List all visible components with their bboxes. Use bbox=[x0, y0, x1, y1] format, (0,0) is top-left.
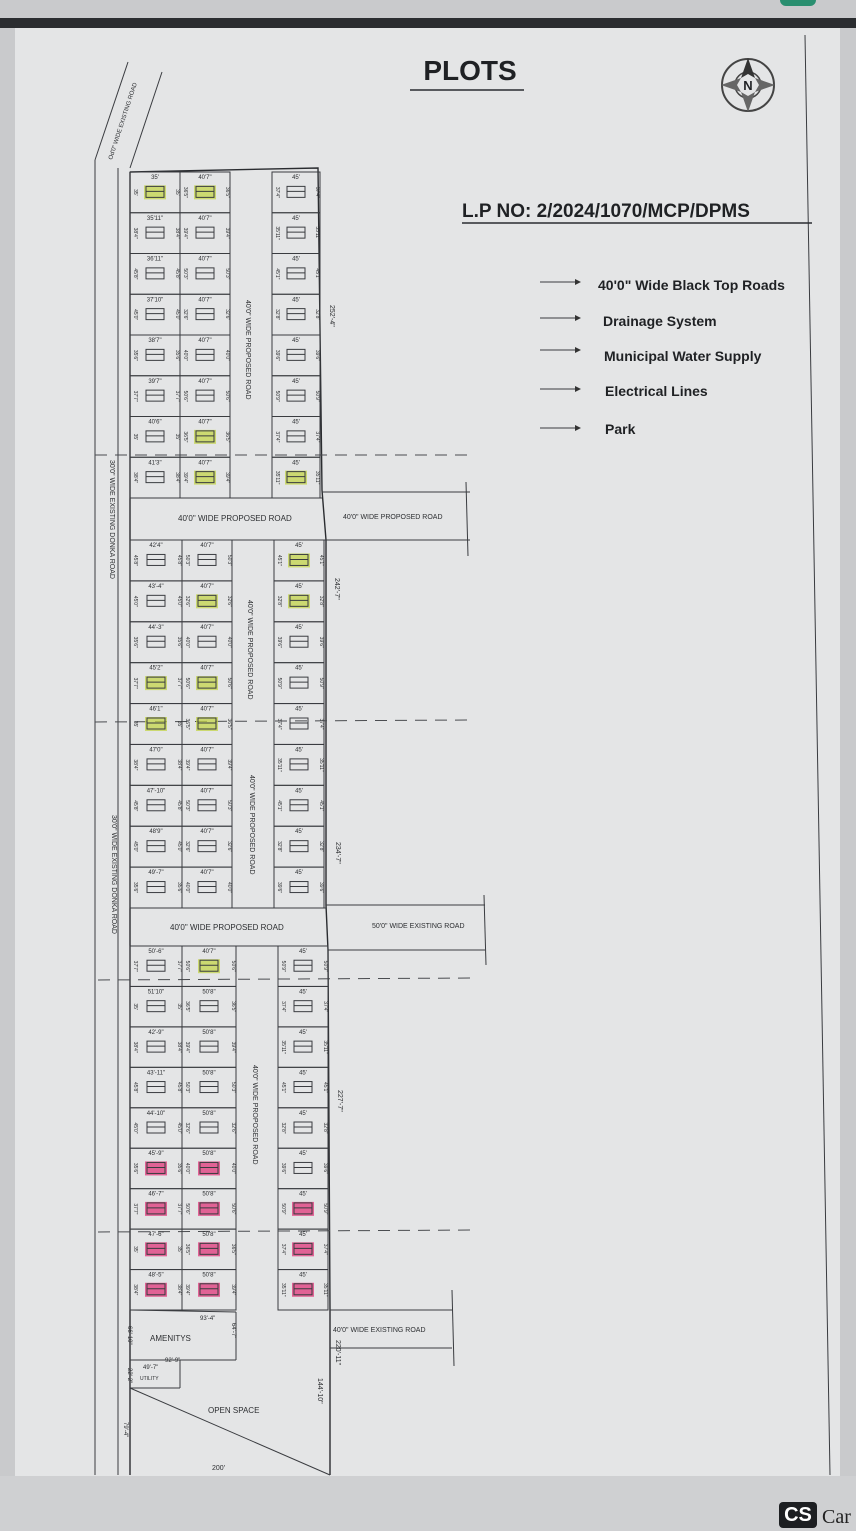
dimension-label: 242'-7" bbox=[333, 578, 340, 600]
horizontal-road-3 bbox=[330, 1290, 454, 1366]
plot-width-label: 40'7" bbox=[200, 543, 214, 549]
plot-depth-label: 45'1" bbox=[322, 1082, 328, 1094]
plot-depth-label: 36'5" bbox=[182, 431, 188, 443]
plot-width-label: 45' bbox=[295, 870, 303, 877]
plot-depth-label: 37'4" bbox=[276, 718, 282, 730]
plot-depth-label: 45'0" bbox=[176, 841, 182, 853]
road-label: 30'0" WIDE EXISTING DONKA ROAD bbox=[108, 460, 115, 579]
plot-depth-label: 32'6" bbox=[184, 841, 190, 853]
plot-width-label: 35' bbox=[151, 175, 159, 181]
legend-item-drainage bbox=[540, 313, 717, 329]
plot-width-label: 45' bbox=[295, 788, 303, 795]
plot-width-label: 45' bbox=[295, 624, 303, 631]
legend-item-electrical bbox=[540, 383, 708, 399]
plot-depth-label: 50'6" bbox=[226, 677, 232, 689]
plot-depth-label: 35'11" bbox=[314, 470, 320, 485]
plot-depth-label: 39'4" bbox=[226, 759, 232, 771]
plot-width-label: 38'7" bbox=[148, 338, 162, 344]
plot-depth-label: 38'4" bbox=[132, 1284, 138, 1296]
open-space-label: OPEN SPACE bbox=[208, 1406, 260, 1415]
plot-depth-label: 35' bbox=[132, 189, 138, 196]
plot-depth-label: 35'11" bbox=[280, 1040, 286, 1054]
plot-depth-label: 35'6" bbox=[176, 882, 182, 894]
plot-width-label: 40'7" bbox=[200, 583, 214, 590]
dimension-label: 227'-7" bbox=[336, 1090, 343, 1112]
plot-depth-label: 45'8" bbox=[176, 554, 182, 566]
road-label: 30'0" WIDE EXISTING DONKA ROAD bbox=[110, 815, 117, 934]
plot-depth-label: 50'9" bbox=[322, 1203, 328, 1215]
plot-width-label: 35'11" bbox=[146, 215, 164, 222]
plot-depth-label: 35'6" bbox=[132, 636, 138, 648]
plot-depth-label: 38'4" bbox=[132, 227, 138, 239]
plot-depth-label: 40'0" bbox=[226, 636, 232, 648]
plot-width-label: 50'8" bbox=[202, 1110, 216, 1117]
plot-depth-label: 37'7" bbox=[176, 1203, 182, 1215]
dimension-label: 200' bbox=[212, 1465, 226, 1472]
plot-width-label: 44'-3" bbox=[148, 624, 164, 631]
plot-depth-label: 37'7" bbox=[132, 1203, 138, 1215]
plot-depth-label: 36'5" bbox=[224, 186, 230, 198]
plot-width-label: 45' bbox=[292, 460, 300, 467]
plot-depth-label: 45'8" bbox=[132, 268, 138, 280]
plot-width-label: 45' bbox=[295, 583, 303, 590]
plot-depth-label: 40'0" bbox=[224, 349, 230, 361]
plot-depth-label: 38'4" bbox=[132, 759, 138, 771]
plot-depth-label: 32'8" bbox=[314, 309, 320, 321]
plot-depth-label: 39'4" bbox=[184, 1284, 190, 1296]
plot-depth-label: 32'8" bbox=[322, 1122, 328, 1134]
plot-width-label: 45' bbox=[295, 543, 303, 549]
plot-depth-label: 35'6" bbox=[176, 636, 182, 648]
plot-depth-label: 37'4" bbox=[280, 1001, 286, 1013]
plot-depth-label: 50'6" bbox=[184, 677, 190, 689]
plot-width-label: 40'7" bbox=[198, 297, 212, 304]
plot-depth-label: 45'0" bbox=[176, 595, 182, 607]
plot-depth-label: 35'6" bbox=[132, 882, 138, 894]
plot-depth-label: 45'8" bbox=[176, 800, 182, 812]
plot-depth-label: 35'11" bbox=[274, 226, 280, 240]
plot-depth-label: 32'8" bbox=[280, 1122, 286, 1134]
plot-width-label: 49'-7" bbox=[148, 870, 164, 877]
plot-depth-label: 37'7" bbox=[176, 677, 182, 689]
plot-depth-label: 38'4" bbox=[174, 472, 180, 484]
plot-depth-label: 50'6" bbox=[182, 390, 188, 402]
plot-width-label: 47'-6" bbox=[148, 1232, 164, 1239]
road-label: 40'0" WIDE PROPOSED ROAD bbox=[246, 600, 253, 700]
plot-depth-label: 45'8" bbox=[132, 1082, 138, 1094]
plot-depth-label: 50'9" bbox=[314, 390, 320, 402]
plot-width-label: 47'-10" bbox=[146, 788, 166, 795]
utility-label: UTILITY bbox=[140, 1376, 159, 1382]
plot-depth-label: 39'4" bbox=[224, 227, 230, 239]
plot-width-label: 45' bbox=[299, 1151, 307, 1158]
plot-width-label: 45' bbox=[299, 989, 307, 996]
plot-width-label: 45' bbox=[295, 665, 303, 672]
plot-depth-label: 45'1" bbox=[276, 554, 282, 566]
plot-depth-label: 37'4" bbox=[318, 718, 324, 730]
plot-depth-label: 45'1" bbox=[314, 268, 320, 280]
plot-depth-label: 39'4" bbox=[184, 759, 190, 771]
north-arrow-icon bbox=[721, 58, 775, 112]
plot-width-label: 45' bbox=[299, 1232, 307, 1239]
road-label: 40'0" WIDE PROPOSED ROAD bbox=[251, 1065, 258, 1165]
plot-depth-label: 50'6" bbox=[184, 960, 190, 972]
plot-depth-label: 45'1" bbox=[274, 268, 280, 280]
plot-depth-label: 45'0" bbox=[176, 1122, 182, 1134]
amenities-label: AMENITYS bbox=[150, 1334, 191, 1343]
plot-width-label: 40'7" bbox=[200, 829, 214, 836]
plot-width-label: 42'4" bbox=[149, 543, 163, 549]
camscanner-text: Car bbox=[822, 1506, 851, 1528]
plot-depth-label: 50'9" bbox=[322, 960, 328, 972]
plot-depth-label: 39'6" bbox=[322, 1162, 328, 1174]
plot-depth-label: 50'6" bbox=[184, 1203, 190, 1215]
plot-width-label: 44'-10" bbox=[146, 1110, 166, 1117]
plot-depth-label: 45'1" bbox=[318, 554, 324, 566]
plot-depth-label: 45'0" bbox=[132, 309, 138, 321]
plot-depth-label: 32'6" bbox=[226, 595, 232, 607]
plot-depth-label: 50'6" bbox=[230, 1203, 236, 1215]
plot-depth-label: 45'8" bbox=[176, 1082, 182, 1094]
plot-width-label: 40'7" bbox=[198, 419, 212, 426]
donka-road bbox=[95, 62, 162, 1475]
plot-depth-label: 37'4" bbox=[322, 1243, 328, 1255]
plot-depth-label: 32'8" bbox=[276, 595, 282, 607]
plot-width-label: 40'7" bbox=[198, 175, 212, 181]
plot-depth-label: 45'0" bbox=[132, 1122, 138, 1134]
plot-depth-label: 50'3" bbox=[184, 1082, 190, 1094]
plot-depth-label: 37'4" bbox=[280, 1243, 286, 1255]
plot-depth-label: 32'6" bbox=[184, 1122, 190, 1134]
plot-depth-label: 50'9" bbox=[318, 677, 324, 689]
plot-depth-label: 35' bbox=[132, 1246, 138, 1253]
legend-label: Drainage System bbox=[603, 313, 717, 329]
plot-width-label: 45' bbox=[292, 378, 300, 385]
plot-depth-label: 36'5" bbox=[184, 1243, 190, 1255]
plot-depth-label: 38'4" bbox=[176, 1041, 182, 1053]
plot-depth-label: 39'6" bbox=[276, 636, 282, 648]
plot-depth-label: 35'11" bbox=[274, 470, 280, 485]
plot-depth-label: 32'8" bbox=[318, 841, 324, 853]
plot-depth-label: 35'6" bbox=[176, 1162, 182, 1174]
plot-depth-label: 32'8" bbox=[318, 595, 324, 607]
dimension-label: 234'-7" bbox=[334, 842, 341, 864]
plot-depth-label: 36'5" bbox=[184, 718, 190, 730]
plot-width-label: 51'10" bbox=[147, 989, 165, 996]
plot-depth-label: 35'6" bbox=[132, 1162, 138, 1174]
plot-depth-label: 39'6" bbox=[274, 349, 280, 361]
plot-depth-label: 36'5" bbox=[230, 1243, 236, 1255]
plot-depth-label: 45'1" bbox=[276, 800, 282, 812]
plot-depth-label: 36'5" bbox=[224, 431, 230, 443]
legend-item-park bbox=[540, 421, 636, 437]
plot-depth-label: 50'3" bbox=[182, 268, 188, 280]
plot-width-label: 45' bbox=[292, 419, 300, 426]
plot-width-label: 40'7" bbox=[198, 460, 212, 467]
plot-grid bbox=[130, 172, 328, 1310]
plot-width-label: 50'8" bbox=[202, 1070, 216, 1077]
plot-depth-label: 35'11" bbox=[280, 1283, 286, 1297]
bottom-bar bbox=[0, 1476, 856, 1531]
plot-depth-label: 50'6" bbox=[224, 390, 230, 402]
plot-width-label: 45' bbox=[299, 1110, 307, 1117]
road-label: 40'0" WIDE PROPOSED ROAD bbox=[170, 923, 284, 932]
road-label: 40'0" WIDE PROPOSED ROAD bbox=[248, 775, 255, 875]
electrical-line bbox=[98, 978, 475, 980]
legend bbox=[540, 277, 785, 437]
plot-width-label: 48'9" bbox=[149, 829, 163, 836]
plot-depth-label: 35' bbox=[132, 1003, 138, 1010]
plot-width-label: 48'-5" bbox=[148, 1272, 164, 1279]
plot-depth-label: 50'3" bbox=[226, 554, 232, 566]
plot-width-label: 45' bbox=[299, 1029, 307, 1036]
plot-depth-label: 37'4" bbox=[322, 1001, 328, 1013]
plot-width-label: 50'8" bbox=[202, 989, 216, 996]
plot-depth-label: 37'7" bbox=[132, 390, 138, 402]
plot-depth-label: 45'0" bbox=[132, 841, 138, 853]
plot-width-label: 50'8" bbox=[202, 1191, 216, 1198]
plot-depth-label: 45'8" bbox=[132, 800, 138, 812]
plot-depth-label: 35'11" bbox=[322, 1040, 328, 1054]
dimension-label: 93'-4" bbox=[200, 1316, 216, 1322]
plot-depth-label: 35' bbox=[132, 720, 138, 728]
plot-depth-label: 35'11" bbox=[318, 758, 324, 772]
plot-depth-label: 35'11" bbox=[322, 1283, 328, 1297]
page-title: PLOTS bbox=[423, 55, 517, 86]
sheet-border-right bbox=[805, 35, 830, 1475]
plot-width-label: 45' bbox=[299, 1070, 307, 1077]
legend-label: Park bbox=[605, 421, 636, 437]
plot-width-label: 47'0" bbox=[149, 747, 163, 754]
north-label: N bbox=[743, 78, 753, 93]
legend-label: Municipal Water Supply bbox=[604, 348, 762, 364]
plot-depth-label: 40'0" bbox=[184, 636, 190, 648]
plot-depth-label: 35' bbox=[132, 433, 138, 441]
plot-depth-label: 39'6" bbox=[318, 882, 324, 894]
plot-depth-label: 45'0" bbox=[174, 309, 180, 321]
dimension-label: 49'-7" bbox=[143, 1365, 159, 1371]
plot-width-label: 50'-6" bbox=[148, 949, 164, 955]
plot-width-label: 45' bbox=[292, 215, 300, 222]
plot-depth-label: 39'6" bbox=[314, 349, 320, 361]
plot-width-label: 40'7" bbox=[198, 256, 212, 263]
camscanner-logo: CS bbox=[779, 1502, 817, 1528]
legend-item-water bbox=[540, 347, 762, 364]
plot-depth-label: 32'6" bbox=[184, 595, 190, 607]
plot-width-label: 40'7" bbox=[198, 215, 212, 222]
plot-width-label: 45' bbox=[295, 706, 303, 713]
plot-depth-label: 39'6" bbox=[318, 636, 324, 648]
plot-depth-label: 36'5" bbox=[226, 718, 232, 730]
dimension-label: 64'-7" bbox=[230, 1323, 236, 1339]
plot-depth-label: 35' bbox=[176, 720, 182, 728]
plot-width-label: 45' bbox=[295, 829, 303, 836]
plot-width-label: 40'7" bbox=[200, 706, 214, 713]
plot-width-label: 36'11" bbox=[146, 256, 164, 263]
plot-depth-label: 36'5" bbox=[182, 186, 188, 198]
plot-depth-label: 45'1" bbox=[318, 800, 324, 812]
plot-depth-label: 50'9" bbox=[274, 390, 280, 402]
road-label: 40'0" WIDE PROPOSED ROAD bbox=[178, 514, 292, 523]
plot-depth-label: 45'1" bbox=[280, 1082, 286, 1094]
dimension-label: 22'-2" bbox=[126, 1368, 132, 1384]
plot-depth-label: 50'9" bbox=[276, 677, 282, 689]
road-label: 40'0" WIDE PROPOSED ROAD bbox=[343, 514, 443, 521]
plot-depth-label: 50'3" bbox=[230, 1082, 236, 1094]
plot-depth-label: 35'11" bbox=[276, 758, 282, 772]
plot-width-label: 50'8" bbox=[202, 1232, 216, 1239]
plot-depth-label: 50'3" bbox=[184, 554, 190, 566]
plot-depth-label: 32'6" bbox=[182, 309, 188, 321]
road-label: Od'0" WIDE EXISTING ROAD bbox=[108, 82, 139, 161]
dimension-label: 252'-4" bbox=[328, 305, 335, 327]
plot-depth-label: 38'4" bbox=[176, 759, 182, 771]
plot-depth-label: 38'4" bbox=[132, 1041, 138, 1053]
plot-depth-label: 36'5" bbox=[230, 1001, 236, 1013]
plot-depth-label: 50'9" bbox=[280, 960, 286, 972]
plot-width-label: 45' bbox=[292, 297, 300, 304]
plot-depth-label: 32'8" bbox=[276, 841, 282, 853]
plot-depth-label: 37'7" bbox=[174, 390, 180, 402]
plot-width-label: 37'10" bbox=[146, 297, 164, 304]
vertical-roads bbox=[180, 172, 278, 1310]
plot-depth-label: 40'0" bbox=[184, 882, 190, 894]
plot-width-label: 45'2" bbox=[149, 665, 163, 672]
plot-depth-label: 35'6" bbox=[132, 349, 138, 361]
plot-width-label: 40'7" bbox=[200, 665, 214, 672]
plot-depth-label: 39'4" bbox=[182, 472, 188, 484]
plot-width-label: 45' bbox=[292, 338, 300, 344]
plot-depth-label: 32'6" bbox=[230, 1122, 236, 1134]
plot-width-label: 45' bbox=[299, 1272, 307, 1279]
plot-width-label: 40'7" bbox=[200, 747, 214, 754]
plot-width-label: 40'7" bbox=[200, 870, 214, 877]
plot-depth-label: 37'7" bbox=[132, 677, 138, 689]
plot-depth-label: 50'9" bbox=[280, 1203, 286, 1215]
plot-depth-label: 39'6" bbox=[276, 882, 282, 894]
horizontal-road-2 bbox=[130, 895, 486, 965]
plot-depth-label: 39'4" bbox=[182, 227, 188, 239]
plot-depth-label: 39'4" bbox=[230, 1284, 236, 1296]
plot-width-label: 50'8" bbox=[202, 1151, 216, 1158]
plot-depth-label: 36'5" bbox=[184, 1001, 190, 1013]
plot-depth-label: 40'0" bbox=[226, 882, 232, 894]
plot-depth-label: 35' bbox=[174, 189, 180, 196]
plot-depth-label: 35' bbox=[176, 1246, 182, 1253]
plot-width-label: 45' bbox=[292, 175, 300, 181]
plot-depth-label: 38'4" bbox=[174, 227, 180, 239]
bottom-block bbox=[122, 1310, 330, 1475]
dimension-label: 66'-10" bbox=[126, 1326, 132, 1345]
plot-depth-label: 50'3" bbox=[184, 800, 190, 812]
plot-depth-label: 39'4" bbox=[184, 1041, 190, 1053]
plot-depth-label: 38'4" bbox=[132, 472, 138, 484]
plot-depth-label: 32'6" bbox=[226, 841, 232, 853]
plot-width-label: 45' bbox=[299, 949, 307, 955]
dimension-label: 79'-4" bbox=[122, 1422, 128, 1438]
legend-item-roads bbox=[540, 277, 785, 293]
plot-depth-label: 40'0" bbox=[184, 1162, 190, 1174]
plot-width-label: 40'7" bbox=[198, 378, 212, 385]
plot-width-label: 40'7" bbox=[200, 624, 214, 631]
plot-depth-label: 39'4" bbox=[230, 1041, 236, 1053]
plot-depth-label: 45'8" bbox=[174, 268, 180, 280]
plot-depth-label: 45'0" bbox=[132, 595, 138, 607]
dimension-label: 220'-11" bbox=[334, 1340, 341, 1366]
plot-depth-label: 50'3" bbox=[226, 800, 232, 812]
plot-depth-label: 40'0" bbox=[230, 1162, 236, 1174]
road-label: 40'0" WIDE PROPOSED ROAD bbox=[244, 300, 251, 400]
plot-depth-label: 32'8" bbox=[274, 309, 280, 321]
plot-depth-label: 37'4" bbox=[314, 431, 320, 443]
plot-depth-label: 32'6" bbox=[224, 309, 230, 321]
plot-width-label: 46'-7" bbox=[148, 1191, 164, 1198]
plot-depth-label: 37'4" bbox=[274, 186, 280, 198]
plot-depth-label: 39'6" bbox=[280, 1162, 286, 1174]
plot-depth-label: 37'7" bbox=[176, 960, 182, 972]
plot-depth-label: 35'11" bbox=[314, 226, 320, 240]
plot-depth-label: 38'4" bbox=[176, 1284, 182, 1296]
legend-label: Electrical Lines bbox=[605, 383, 708, 399]
plot-width-label: 46'1" bbox=[149, 706, 163, 713]
plot-width-label: 50'8" bbox=[202, 1272, 216, 1279]
plot-width-label: 45' bbox=[295, 747, 303, 754]
plot-depth-label: 37'4" bbox=[314, 186, 320, 198]
plot-depth-label: 45'8" bbox=[132, 554, 138, 566]
plot-depth-label: 39'4" bbox=[224, 472, 230, 484]
road-label: 40'0" WIDE EXISTING ROAD bbox=[333, 1327, 426, 1334]
plot-width-label: 40'7" bbox=[200, 788, 214, 795]
plot-depth-label: 35' bbox=[176, 1003, 182, 1010]
plot-depth-label: 50'6" bbox=[230, 960, 236, 972]
plot-depth-label: 35'6" bbox=[174, 349, 180, 361]
plot-width-label: 45' bbox=[292, 256, 300, 263]
plot-width-label: 39'7" bbox=[148, 378, 162, 385]
plot-width-label: 45'-9" bbox=[148, 1151, 164, 1158]
plot-width-label: 42'-9" bbox=[148, 1029, 164, 1036]
plot-depth-label: 40'0" bbox=[182, 349, 188, 361]
plot-width-label: 40'6" bbox=[148, 419, 162, 426]
plot-width-label: 43'-11" bbox=[146, 1070, 166, 1077]
plot-width-label: 40'7" bbox=[198, 338, 212, 344]
plot-width-label: 40'7" bbox=[202, 949, 216, 955]
plot-depth-label: 37'7" bbox=[132, 960, 138, 972]
plot-width-label: 45' bbox=[299, 1191, 307, 1198]
dimension-label: 92'-9" bbox=[165, 1358, 181, 1364]
road-label: 50'0" WIDE EXISTING ROAD bbox=[372, 923, 465, 930]
lp-number: L.P NO: 2/2024/1070/MCP/DPMS bbox=[462, 201, 750, 222]
plot-depth-label: 37'4" bbox=[274, 431, 280, 443]
plot-width-label: 41'3" bbox=[148, 460, 162, 467]
plot-width-label: 43'-4" bbox=[148, 583, 164, 590]
plot-depth-label: 35' bbox=[174, 433, 180, 441]
dimension-label: 144'-10" bbox=[316, 1378, 323, 1404]
plot-width-label: 50'8" bbox=[202, 1029, 216, 1036]
plot-depth-label: 50'3" bbox=[224, 268, 230, 280]
legend-label: 40'0" Wide Black Top Roads bbox=[598, 277, 785, 293]
